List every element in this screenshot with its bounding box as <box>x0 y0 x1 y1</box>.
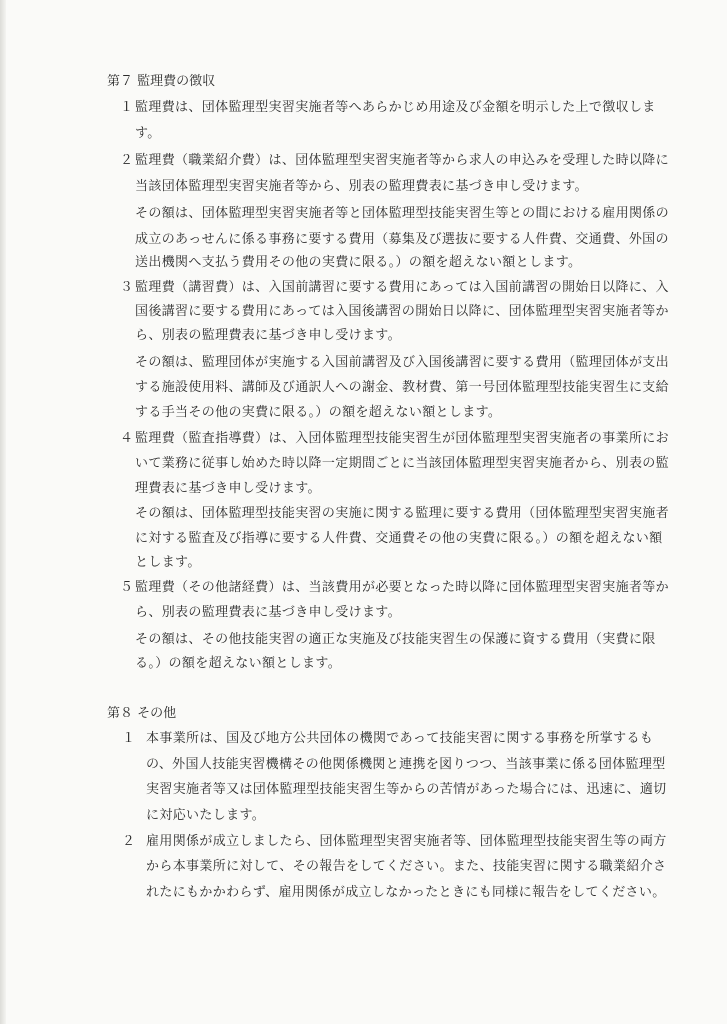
item-8-1-number: １ <box>122 731 136 746</box>
item-7-4-line: 監理費（監査指導費）は、入団体監理型技能実習生が団体監理型実習実施者の事業所にお <box>135 431 670 446</box>
item-7-3-line: 監理費（講習費）は、入国前講習に要する費用にあっては入国前講習の開始日以降に、入 <box>135 280 669 295</box>
item-7-4-line: 理費表に基づき申し受けます。 <box>135 481 321 496</box>
item-8-1-line: に対応いたします。 <box>146 808 266 823</box>
item-7-5-detail: その額は、その他技能実習の適正な実施及び技能実習生の保護に資する費用（実費に限 <box>135 632 656 647</box>
item-7-3-detail: する手当その他の実費に限る。）の額を超えない額とします。 <box>135 405 502 420</box>
item-8-2-line: 雇用関係が成立しましたら、団体監理型実習実施者等、団体監理型技能実習生等の両方 <box>146 834 667 849</box>
item-7-4-detail: その額は、団体監理型技能実習の実施に関する監理に要する費用（団体監理型実習実施者 <box>135 506 670 521</box>
item-7-2-line: 当該団体監理型実習実施者等から、別表の監理費表に基づき申し受けます。 <box>135 179 588 194</box>
item-7-3-detail: する施設使用料、講師及び通訳人への謝金、教材費、第一号団体監理型技能実習生に支給 <box>135 380 670 395</box>
section-8-heading: 第８ その他 <box>107 706 177 721</box>
section-7-heading: 第７ 監理費の徴収 <box>107 74 216 89</box>
item-7-3-number: ３ <box>120 280 134 295</box>
item-7-4-detail: に対する監査及び指導に要する人件費、交通費その他の実費に限る。）の額を超えない額 <box>135 531 663 546</box>
item-7-2-detail: 送出機関へ支払う費用その他の実費に限る。）の額を超えない額とします。 <box>135 255 582 270</box>
item-7-4-detail: とします。 <box>135 555 201 570</box>
item-7-4-line: いて業務に従事し始めた時以降一定期間ごとに当該団体監理型実習実施者から、別表の監 <box>135 456 670 471</box>
item-7-1-line: 監理費は、団体監理型実習実施者等へあらかじめ用途及び金額を明示した上で徴収しま <box>135 100 656 115</box>
item-8-1-line: 本事業所は、国及び地方公共団体の機関であって技能実習に関する事務を所掌するも <box>146 731 654 746</box>
item-8-1-line: の、外国人技能実習機構その他関係機関と連携を図りつつ、当該事業に係る団体監理型 <box>146 757 666 772</box>
item-8-2-line: れたにもかかわらず、雇用関係が成立しなかったときにも同様に報告をしてください。 <box>146 885 666 900</box>
item-7-2-number: ２ <box>120 153 134 168</box>
item-7-2-detail: その額は、団体監理型実習実施者等と団体監理型技能実習生等との間における雇用関係の <box>135 206 670 221</box>
item-7-1-number: １ <box>120 100 134 115</box>
item-7-5-number: ５ <box>120 580 134 595</box>
item-8-2-line: から本事業所に対して、その報告をしてください。また、技能実習に関する職業紹介さ <box>146 859 667 874</box>
item-7-1-line: す。 <box>135 126 161 141</box>
item-8-2-number: ２ <box>122 834 136 849</box>
item-7-3-line: ら、別表の監理費表に基づき申し受けます。 <box>135 328 401 343</box>
item-7-2-line: 監理費（職業紹介費）は、団体監理型実習実施者等から求人の申込みを受理した時以降に <box>135 153 670 168</box>
scan-edge <box>0 0 6 1024</box>
item-7-2-detail: 成立のあっせんに係る事務に要する費用（募集及び選抜に要する人件費、交通費、外国の <box>135 232 669 247</box>
item-7-4-number: ４ <box>120 431 134 446</box>
item-7-5-line: 監理費（その他諸経費）は、当該費用が必要となった時以降に団体監理型実習実施者等か <box>135 580 670 595</box>
item-7-5-detail: る。）の額を超えない額とします。 <box>135 656 342 671</box>
item-7-5-line: ら、別表の監理費表に基づき申し受けます。 <box>135 605 401 620</box>
item-7-3-line: 国後講習に要する費用にあっては入国後講習の開始日以降に、団体監理型実習実施者等か <box>135 304 669 319</box>
item-7-3-detail: その額は、監理団体が実施する入国前講習及び入国後講習に要する費用（監理団体が支出 <box>135 355 670 370</box>
item-8-1-line: 実習実施者等又は団体監理型技能実習生等からの苦情があった場合には、迅速に、適切 <box>146 782 667 797</box>
